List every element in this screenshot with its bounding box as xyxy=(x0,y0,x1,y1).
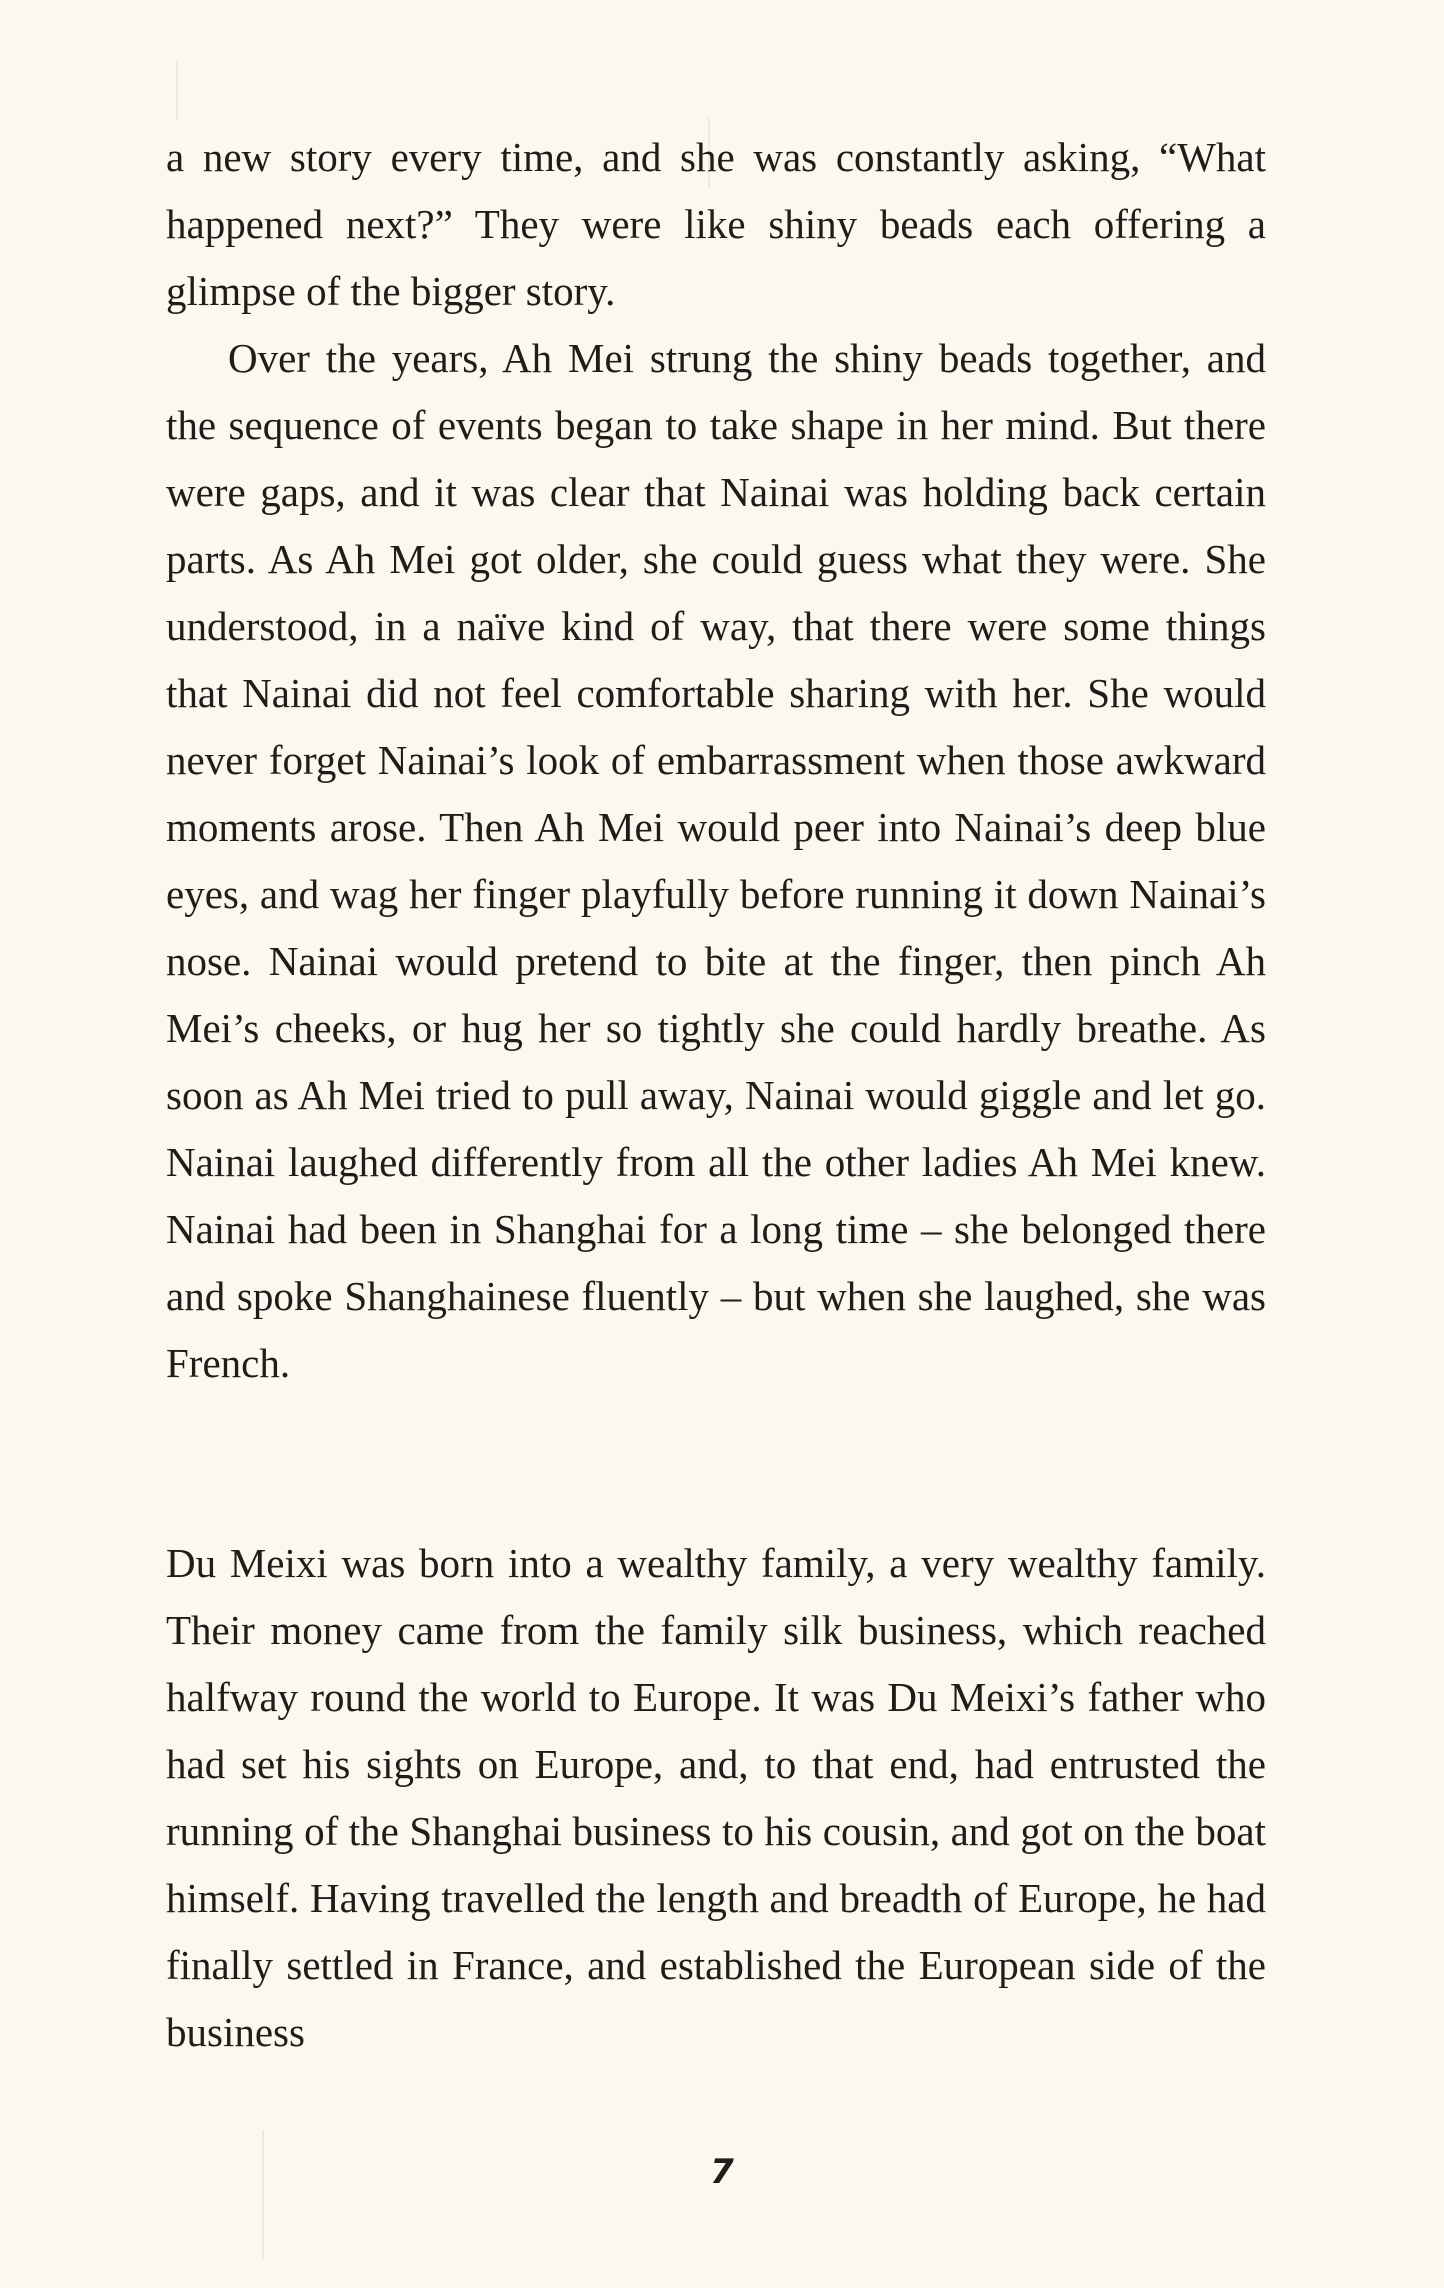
page-number: 7 xyxy=(710,2152,734,2192)
text-section-bottom xyxy=(166,1530,1266,2066)
scan-crease-left xyxy=(176,60,178,120)
scan-crease-bottom xyxy=(262,2130,264,2260)
text-section-top xyxy=(166,124,1266,1397)
paragraph-du-meixi: Du Meixi was born into a wealthy family, a very wealthy family. Their money came from the family silk business, which reached halfway round the world to Europe. It was Du Meixi’s father who had set his sights on Europe, and, to that end, had entrusted the running of the Shanghai business to his cousin, and got on the boat himself. Having travelled the length and breadth of Europe, he had finally settled in France, and established the European side of the business xyxy=(166,1540,1266,2055)
paragraph-beads: Over the years, Ah Mei strung the shiny beads together, and the sequence of events began to take shape in her mind. But there were gaps, and it was clear that Nainai was holding back certain parts. As Ah Mei got older, she could guess what they were. She understood, in a naïve kind of way, that there were some things that Nainai did not feel comfortable sharing with her. She would never forget Nainai’s look of embarrassment when those awkward moments arose. Then Ah Mei would peer into Nainai’s deep blue eyes, and wag her finger playfully before running it down Nainai’s nose. Nainai would pretend to bite at the finger, then pinch Ah Mei’s cheeks, or hug her so tightly she could hardly breathe. As soon as Ah Mei tried to pull away, Nainai would giggle and let go. Nainai laughed differently from all the other ladies Ah Mei knew. Nainai had been in Shanghai for a long time – she belonged there and spoke Shanghainese fluently – but when she laughed, she was French. xyxy=(166,335,1266,1386)
paragraph-continuation: a new story every time, and she was constantly asking, “What happened next?” They were like shiny beads each offering a glimpse of the bigger story. xyxy=(166,134,1266,314)
